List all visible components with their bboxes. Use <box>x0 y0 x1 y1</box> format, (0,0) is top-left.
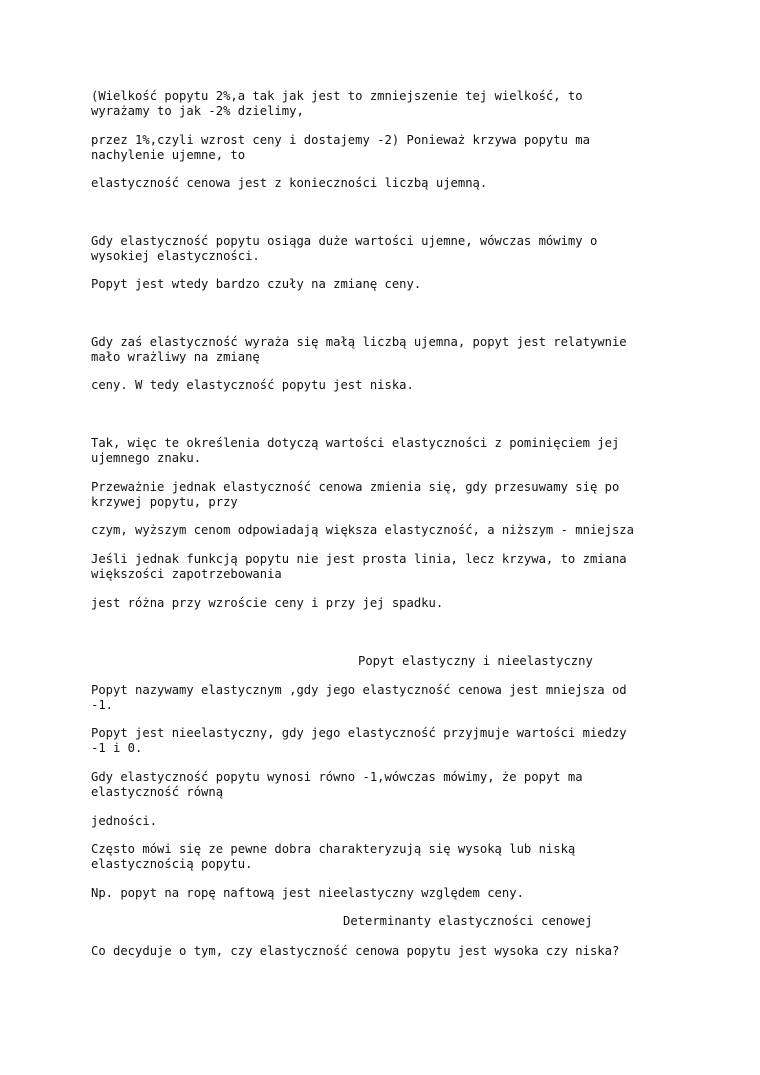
paragraph-line: Przeważnie jednak elastyczność cenowa zmienia się, gdy przesuwamy się po <box>91 480 620 494</box>
paragraph-line: Popyt jest wtedy bardzo czuły na zmianę ceny. <box>91 277 422 291</box>
paragraph-line: wysokiej elastyczności. <box>91 249 260 263</box>
paragraph-line: krzywej popytu, przy <box>91 495 238 509</box>
paragraph-line: jest różna przy wzroście ceny i przy jej spadku. <box>91 596 444 610</box>
paragraph-line: elastycznością popytu. <box>91 857 253 871</box>
paragraph-line: przez 1%,czyli wzrost ceny i dostajemy -2) Ponieważ krzywa popytu ma <box>91 133 590 147</box>
paragraph-line: wyrażamy to jak -2% dzielimy, <box>91 104 304 118</box>
paragraph-line: Gdy elastyczność popytu osiąga duże wartości ujemne, wówczas mówimy o <box>91 234 598 248</box>
paragraph-line: Gdy zaś elastyczność wyraża się małą liczbą ujemna, popyt jest relatywnie <box>91 335 627 349</box>
paragraph-line: Gdy elastyczność popytu wynosi równo -1,wówczas mówimy, że popyt ma <box>91 770 583 784</box>
paragraph-line: Tak, więc te określenia dotyczą wartości elastyczności z pominięciem jej <box>91 436 620 450</box>
paragraph-line: elastyczność cenowa jest z konieczności liczbą ujemną. <box>91 176 488 190</box>
paragraph-line: Popyt jest nieelastyczny, gdy jego elastyczność przyjmuje wartości miedzy <box>91 726 627 740</box>
paragraph-line: Jeśli jednak funkcją popytu nie jest prosta linia, lecz krzywa, to zmiana <box>91 552 627 566</box>
paragraph-line: Np. popyt na ropę naftową jest nieelastyczny względem ceny. <box>91 886 524 900</box>
paragraph-line: Popyt nazywamy elastycznym ,gdy jego elastyczność cenowa jest mniejsza od <box>91 683 627 697</box>
paragraph-line: elastyczność równą <box>91 785 224 799</box>
paragraph-line: jedności. <box>91 814 158 828</box>
paragraph-line: -1 i 0. <box>91 741 143 755</box>
paragraph-line: mało wrażliwy na zmianę <box>91 350 260 364</box>
paragraph-line: -1. <box>91 698 114 712</box>
paragraph-line: ceny. W tedy elastyczność popytu jest niska. <box>91 378 414 392</box>
paragraph-line: Co decyduje o tym, czy elastyczność cenowa popytu jest wysoka czy niska? <box>91 944 620 958</box>
paragraph-line: ujemnego znaku. <box>91 451 202 465</box>
paragraph-line: (Wielkość popytu 2%,a tak jak jest to zmniejszenie tej wielkość, to <box>91 89 583 103</box>
paragraph-line: Często mówi się ze pewne dobra charakteryzują się wysoką lub niską <box>91 842 576 856</box>
section-heading: Popyt elastyczny i nieelastyczny <box>358 654 593 668</box>
paragraph-line: większości zapotrzebowania <box>91 567 282 581</box>
section-heading: Determinanty elastyczności cenowej <box>343 914 593 928</box>
paragraph-line: czym, wyższym cenom odpowiadają większa elastyczność, a niższym - mniejsza <box>91 523 634 537</box>
paragraph-line: nachylenie ujemne, to <box>91 148 246 162</box>
